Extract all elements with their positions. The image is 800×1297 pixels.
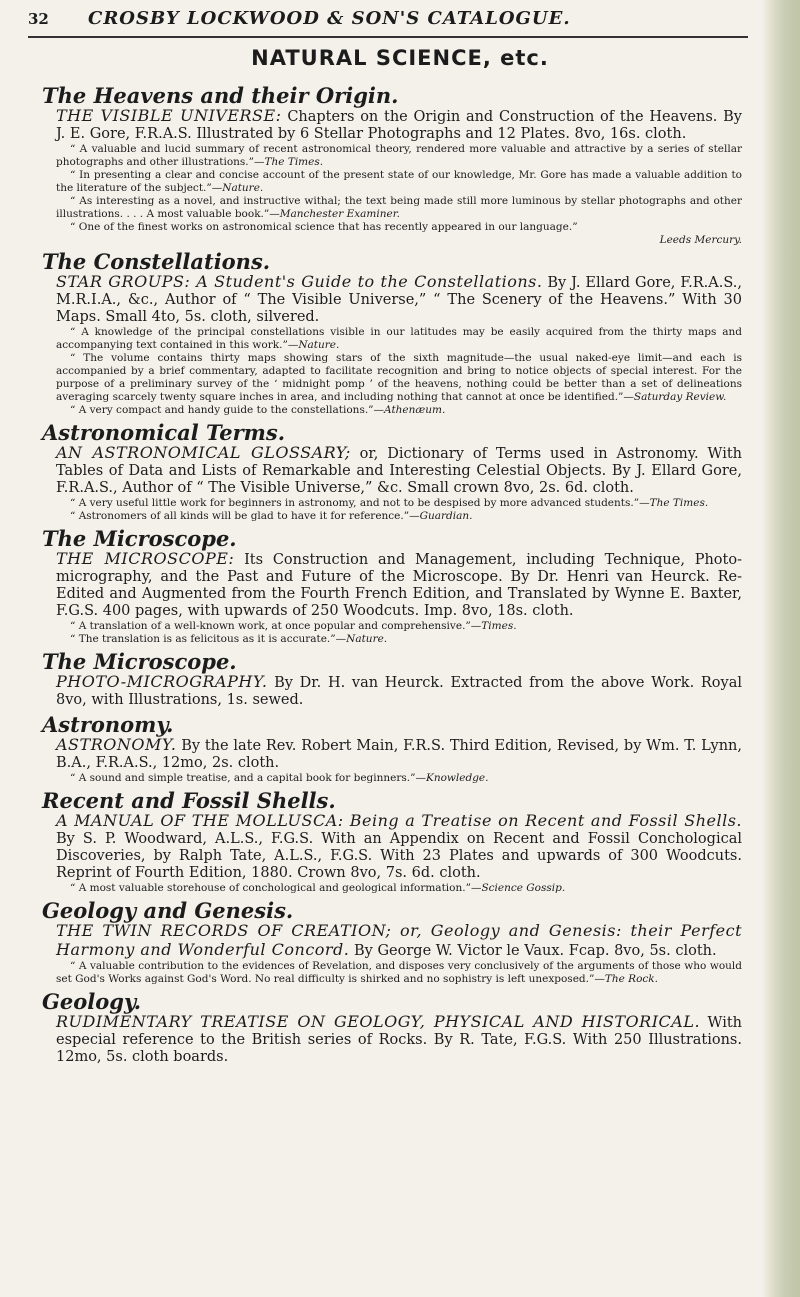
- review-quote: [56, 510, 742, 523]
- entry-description: [56, 550, 742, 620]
- review-quote: [56, 195, 742, 221]
- entry-description: [56, 736, 742, 772]
- review-text: “ A most valuable storehouse of conchological and geological information.”—: [70, 882, 482, 894]
- review-text: “ A translation of a well-known work, at once popular and comprehensive.”—: [70, 620, 482, 632]
- entry-details: or, Dictionary of Terms used in Astronomy. With Tables of Data and Lists of Remarkable and Interesting Celestial Objects. By J. Ellard Gore, F.R.A.S., Author of “ The Visible Universe,” &c. Small crown 8vo, 2s. 6d. cloth.: [56, 446, 743, 496]
- review-source: Knowledge.: [425, 772, 489, 784]
- review-quote: [56, 221, 742, 234]
- entry-title: PHOTO-MICROGRAPHY.: [56, 672, 268, 691]
- entry-description: [56, 444, 742, 497]
- review-source: Times.: [481, 620, 517, 632]
- review-quote: [56, 620, 742, 633]
- review-quote: [56, 497, 742, 510]
- review-text: “ One of the finest works on astronomical science that has recently appeared in our language.”: [70, 221, 578, 233]
- catalogue-entry: [42, 789, 742, 895]
- review-source: Nature.: [222, 182, 264, 194]
- entry-description: [56, 922, 742, 960]
- catalogue-entry: [42, 84, 742, 246]
- review-quote: [56, 633, 742, 646]
- review-text: “ The volume contains thirty maps showing stars of the sixth magnitude—the usual naked-eye limit—and each is accompanied by a brief commentary, adapted to facilitate recognition and bring to notice objects of special interest. For the purpose of a preliminary survey of the ‘ midnight pomp ’ of the heavens, nothing could be better than a set of delineations averaging scarcely twenty square inches in area, and including nothing that cannot at once be identified.”—: [56, 352, 742, 403]
- entry-title: ASTRONOMY.: [56, 735, 177, 754]
- entry-description: [56, 1013, 742, 1066]
- catalogue-entry: [42, 713, 742, 785]
- review-source: Athenæum.: [384, 404, 446, 416]
- review-source: Nature.: [298, 339, 340, 351]
- entry-title: RUDIMENTARY TREATISE ON GEOLOGY, PHYSICAL AND HISTORICAL.: [56, 1012, 701, 1031]
- review-source: Guardian.: [419, 510, 473, 522]
- entry-heading: Astronomy.: [42, 712, 174, 737]
- entry-description: [56, 273, 742, 326]
- review-quote: [56, 404, 742, 417]
- entry-heading: The Microscope.: [42, 526, 237, 551]
- entry-title: STAR GROUPS: A Student's Guide to the Constellations.: [56, 272, 543, 291]
- catalogue-entry: [42, 250, 742, 417]
- entries-list: [42, 80, 742, 1066]
- entry-heading: The Heavens and their Origin.: [42, 83, 399, 108]
- review-source: Saturday Review.: [633, 391, 727, 403]
- entry-heading: The Constellations.: [42, 249, 271, 274]
- entry-title: THE VISIBLE UNIVERSE:: [56, 106, 282, 125]
- page-edge: [762, 0, 800, 1297]
- entry-heading: The Microscope.: [42, 649, 237, 674]
- entry-details: With especial reference to the British series of Rocks. By R. Tate, F.G.S. With 250 Illustrations. 12mo, 5s. cloth boards.: [56, 1015, 742, 1065]
- catalogue-entry: [42, 990, 742, 1066]
- review-text: “ A valuable contribution to the evidences of Revelation, and disposes very conclusively of the arguments of those who would set God's Works against God's Word. No real difficulty is shirked and no sophistry is left unexposed.”—: [56, 960, 742, 985]
- review-text: “ A very compact and handy guide to the constellations.”—: [70, 404, 385, 416]
- entry-title: A MANUAL OF THE MOLLUSCA: Being a Treatise on Recent and Fossil Shells.: [56, 811, 742, 830]
- review-text: “ In presenting a clear and concise account of the present state of our knowledge, Mr. Gore has made a valuable addition to the literature of the subject.”—: [56, 169, 742, 194]
- entry-heading: Geology and Genesis.: [42, 898, 294, 923]
- entry-description: [56, 673, 742, 709]
- entry-details: By the late Rev. Robert Main, F.R.S. Third Edition, Revised, by Wm. T. Lynn, B.A., F.R.A.S., 12mo, 2s. cloth.: [56, 738, 742, 771]
- entry-details: By George W. Victor le Vaux. Fcap. 8vo, 5s. cloth.: [349, 943, 717, 959]
- page-number: 32: [28, 10, 49, 28]
- entry-details: Its Construction and Management, including Technique, Photo-micrography, and the Past and Future of the Microscope. By Dr. Henri van Heurck. Re-Edited and Augmented from the Fourth French Edition, and Translated by Wynne E. Baxter, F.G.S. 400 pages, with upwards of 250 Woodcuts. Imp. 8vo, 18s. cloth.: [56, 552, 742, 619]
- review-source: The Times.: [264, 156, 324, 168]
- review-quote: [56, 169, 742, 195]
- entry-description: [56, 812, 742, 882]
- review-source: Manchester Examiner.: [279, 208, 400, 220]
- entry-details: By S. P. Woodward, A.L.S., F.G.S. With an Appendix on Recent and Fossil Conchological Discoveries, by Ralph Tate, A.L.S., F.G.S. With 23 Plates and upwards of 300 Woodcuts. Reprint of Fourth Edition, 1880. Crown 8vo, 7s. 6d. cloth.: [56, 831, 742, 881]
- review-text: “ A knowledge of the principal constellations visible in our latitudes may be easily acquired from the thirty maps and accompanying text contained in this work.”—: [56, 326, 742, 351]
- entry-heading: Recent and Fossil Shells.: [42, 788, 336, 813]
- review-source: The Rock.: [604, 973, 658, 985]
- running-head: [28, 4, 748, 32]
- entry-description: [56, 107, 742, 143]
- entry-title: THE TWIN RECORDS OF CREATION; or, Geology and Genesis: their Perfect Harmony and Wonderful Concord.: [56, 921, 742, 959]
- review-text: “ A sound and simple treatise, and a capital book for beginners.”—: [70, 772, 426, 784]
- catalogue-entry: [42, 650, 742, 709]
- entry-details: By J. Ellard Gore, F.R.A.S., M.R.I.A., &c., Author of “ The Visible Universe,” “ The Scenery of the Heavens.” With 30 Maps. Small 4to, 5s. cloth, silvered.: [56, 275, 742, 325]
- section-title: NATURAL SCIENCE, etc.: [251, 46, 549, 70]
- entry-title: AN ASTRONOMICAL GLOSSARY;: [56, 443, 351, 462]
- review-quote: [56, 772, 742, 785]
- review-quote: [56, 352, 742, 404]
- entry-heading: Astronomical Terms.: [42, 420, 286, 445]
- review-quote: [56, 882, 742, 895]
- entry-details: Chapters on the Origin and Construction of the Heavens. By J. E. Gore, F.R.A.S. Illustrated by 6 Stellar Photographs and 12 Plates. 8vo, 16s. cloth.: [56, 109, 742, 142]
- review-source: The Times.: [649, 497, 709, 509]
- review-quote: [56, 960, 742, 986]
- review-signature: Leeds Mercury.: [659, 234, 742, 246]
- catalogue-entry: [42, 421, 742, 523]
- review-quote: [56, 143, 742, 169]
- header-rule: [28, 36, 748, 38]
- review-text: “ A very useful little work for beginners in astronomy, and not to be despised by more advanced students.”—: [70, 497, 650, 509]
- review-text: “ Astronomers of all kinds will be glad to have it for reference.”—: [70, 510, 420, 522]
- entry-heading: Geology.: [42, 989, 142, 1014]
- review-text: “ The translation is as felicitous as it is accurate.”—: [70, 633, 347, 645]
- catalogue-entry: [42, 899, 742, 986]
- entry-details: By Dr. H. van Heurck. Extracted from the above Work. Royal 8vo, with Illustrations, 1s. sewed.: [56, 675, 742, 708]
- review-text: “ As interesting as a novel, and instructive withal; the text being made still more luminous by stellar photographs and other illustrations. . . . A most valuable book.”—: [56, 195, 742, 220]
- review-source: Nature.: [346, 633, 388, 645]
- review-text: “ A valuable and lucid summary of recent astronomical theory, rendered more valuable and attractive by a series of stellar photographs and other illustrations.”—: [56, 143, 742, 168]
- entry-title: THE MICROSCOPE:: [56, 549, 235, 568]
- catalogue-title: CROSBY LOCKWOOD & SON'S CATALOGUE.: [88, 8, 571, 29]
- review-quote: [56, 326, 742, 352]
- review-source: Science Gossip.: [481, 882, 566, 894]
- catalogue-entry: [42, 527, 742, 646]
